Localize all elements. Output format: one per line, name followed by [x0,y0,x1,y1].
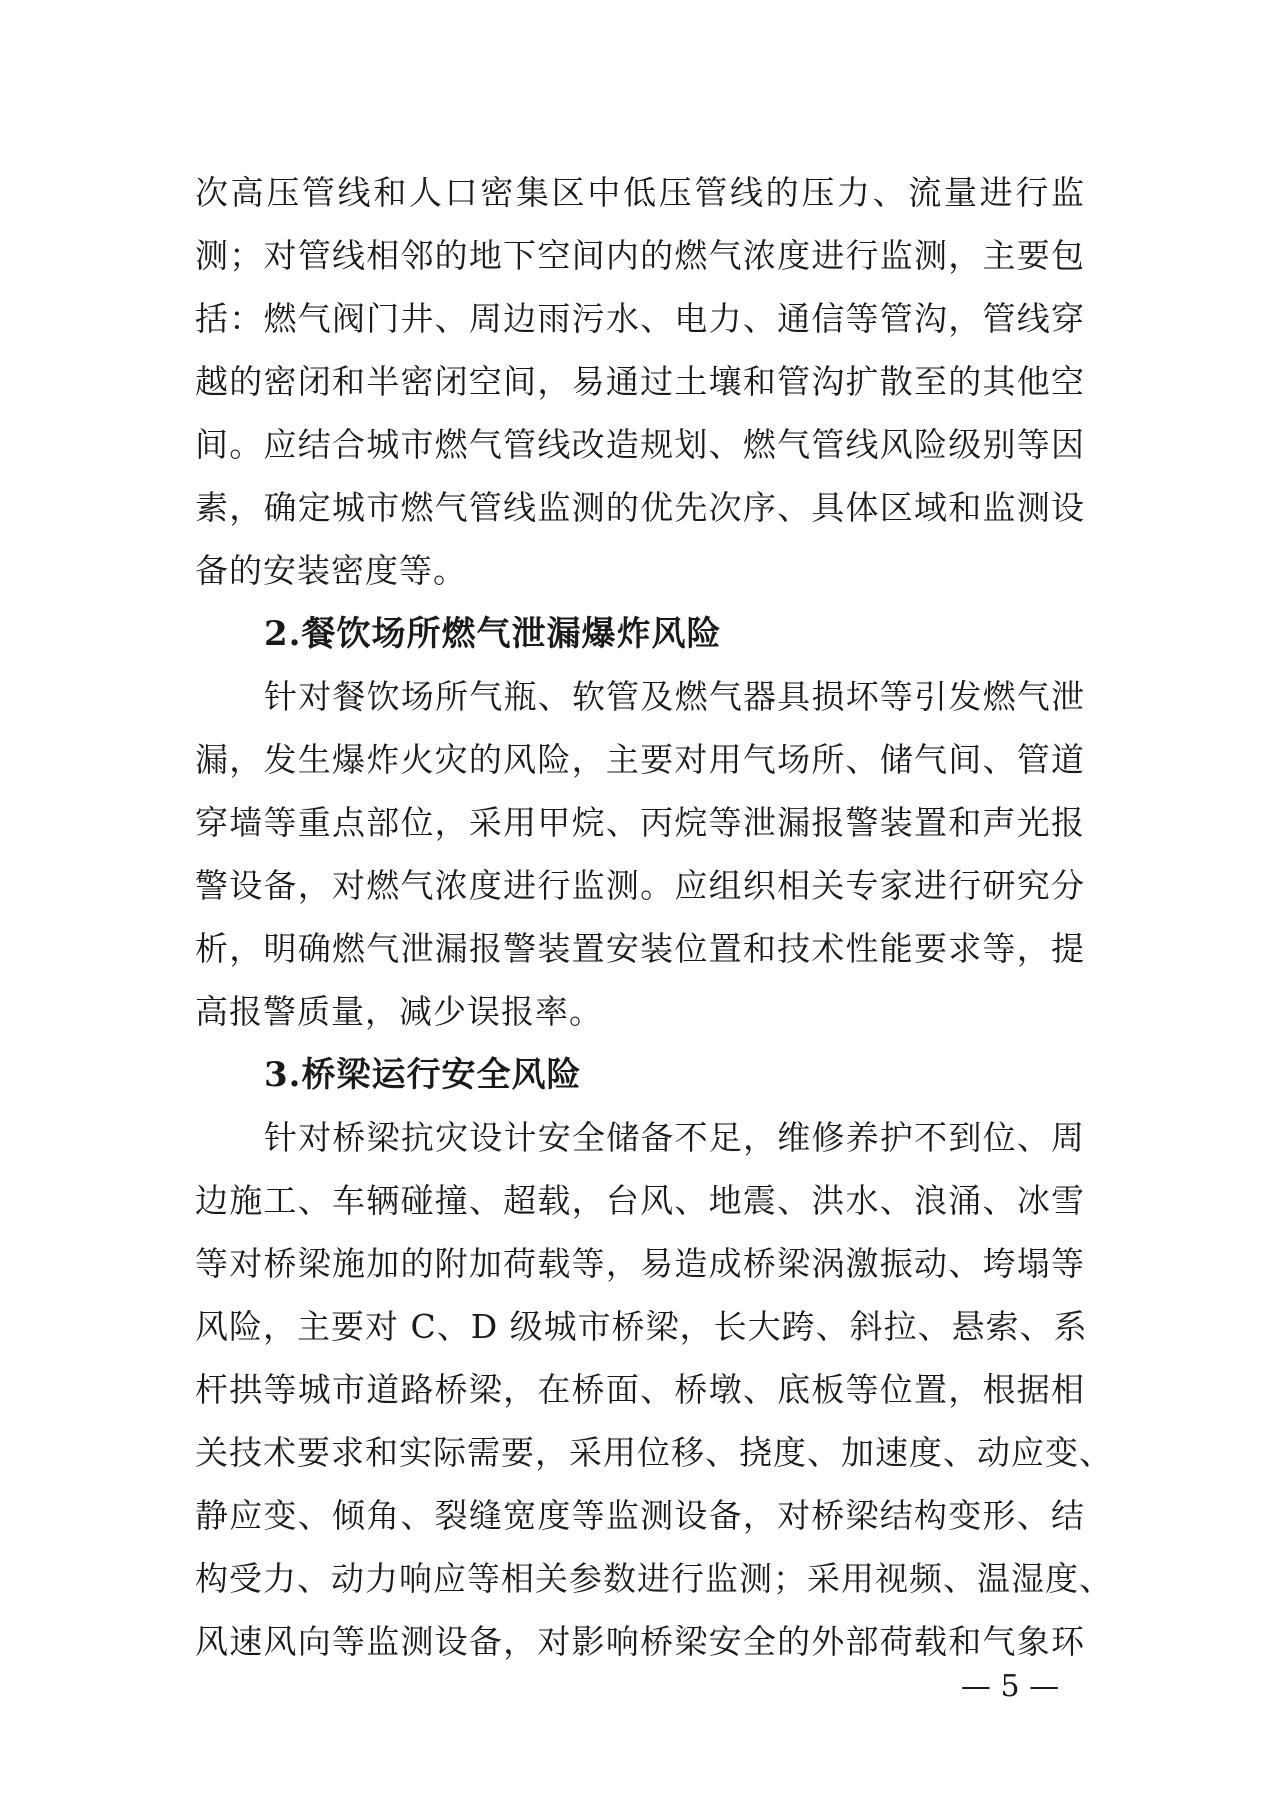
paragraph-line: 等对桥梁施加的附加荷载等，易造成桥梁涡激振动、垮塌等 [195,1244,1085,1283]
paragraph-line: 越的密闭和半密闭空间，易通过土壤和管沟扩散至的其他空 [195,362,1085,401]
paragraph-line: 针对桥梁抗灾设计安全储备不足，维修养护不到位、周 [264,1118,1085,1157]
paragraph-line: 穿墙等重点部位，采用甲烷、丙烷等泄漏报警装置和声光报 [195,803,1085,842]
paragraph-line: 杆拱等城市道路桥梁，在桥面、桥墩、底板等位置，根据相 [195,1370,1085,1409]
paragraph-line: 构受力、动力响应等相关参数进行监测；采用视频、温湿度、 [195,1559,1113,1598]
paragraph-line: 析，明确燃气泄漏报警装置安装位置和技术性能要求等，提 [195,929,1085,968]
paragraph-line: 漏，发生爆炸火灾的风险，主要对用气场所、储气间、管道 [195,740,1085,779]
section-heading: 3.桥梁运行安全风险 [264,1055,582,1095]
paragraph-line: 括：燃气阀门井、周边雨污水、电力、通信等管沟，管线穿 [195,299,1085,338]
paragraph-line: 边施工、车辆碰撞、超载，台风、地震、洪水、浪涌、冰雪 [195,1181,1085,1220]
paragraph-line: 备的安装密度等。 [195,551,467,590]
page-number: — 5 — [960,1669,1060,1704]
section-heading: 2.餐饮场所燃气泄漏爆炸风险 [264,614,722,654]
paragraph-line: 关技术要求和实际需要，采用位移、挠度、加速度、动应变、 [195,1433,1113,1472]
paragraph-line: 素，确定城市燃气管线监测的优先次序、具体区域和监测设 [195,488,1085,527]
paragraph-line: 针对餐饮场所气瓶、软管及燃气器具损坏等引发燃气泄 [264,677,1085,716]
paragraph-line: 间。应结合城市燃气管线改造规划、燃气管线风险级别等因 [195,425,1085,464]
paragraph-line: 静应变、倾角、裂缝宽度等监测设备，对桥梁结构变形、结 [195,1496,1085,1535]
paragraph-line: 次高压管线和人口密集区中低压管线的压力、流量进行监 [195,173,1085,212]
paragraph-line: 风速风向等监测设备，对影响桥梁安全的外部荷载和气象环 [195,1622,1085,1661]
paragraph-line: 测；对管线相邻的地下空间内的燃气浓度进行监测，主要包 [195,236,1085,275]
paragraph-line: 风险，主要对 C、D 级城市桥梁，长大跨、斜拉、悬索、系 [195,1307,1088,1346]
paragraph-line: 警设备，对燃气浓度进行监测。应组织相关专家进行研究分 [195,866,1085,905]
paragraph-line: 高报警质量，减少误报率。 [195,992,603,1031]
